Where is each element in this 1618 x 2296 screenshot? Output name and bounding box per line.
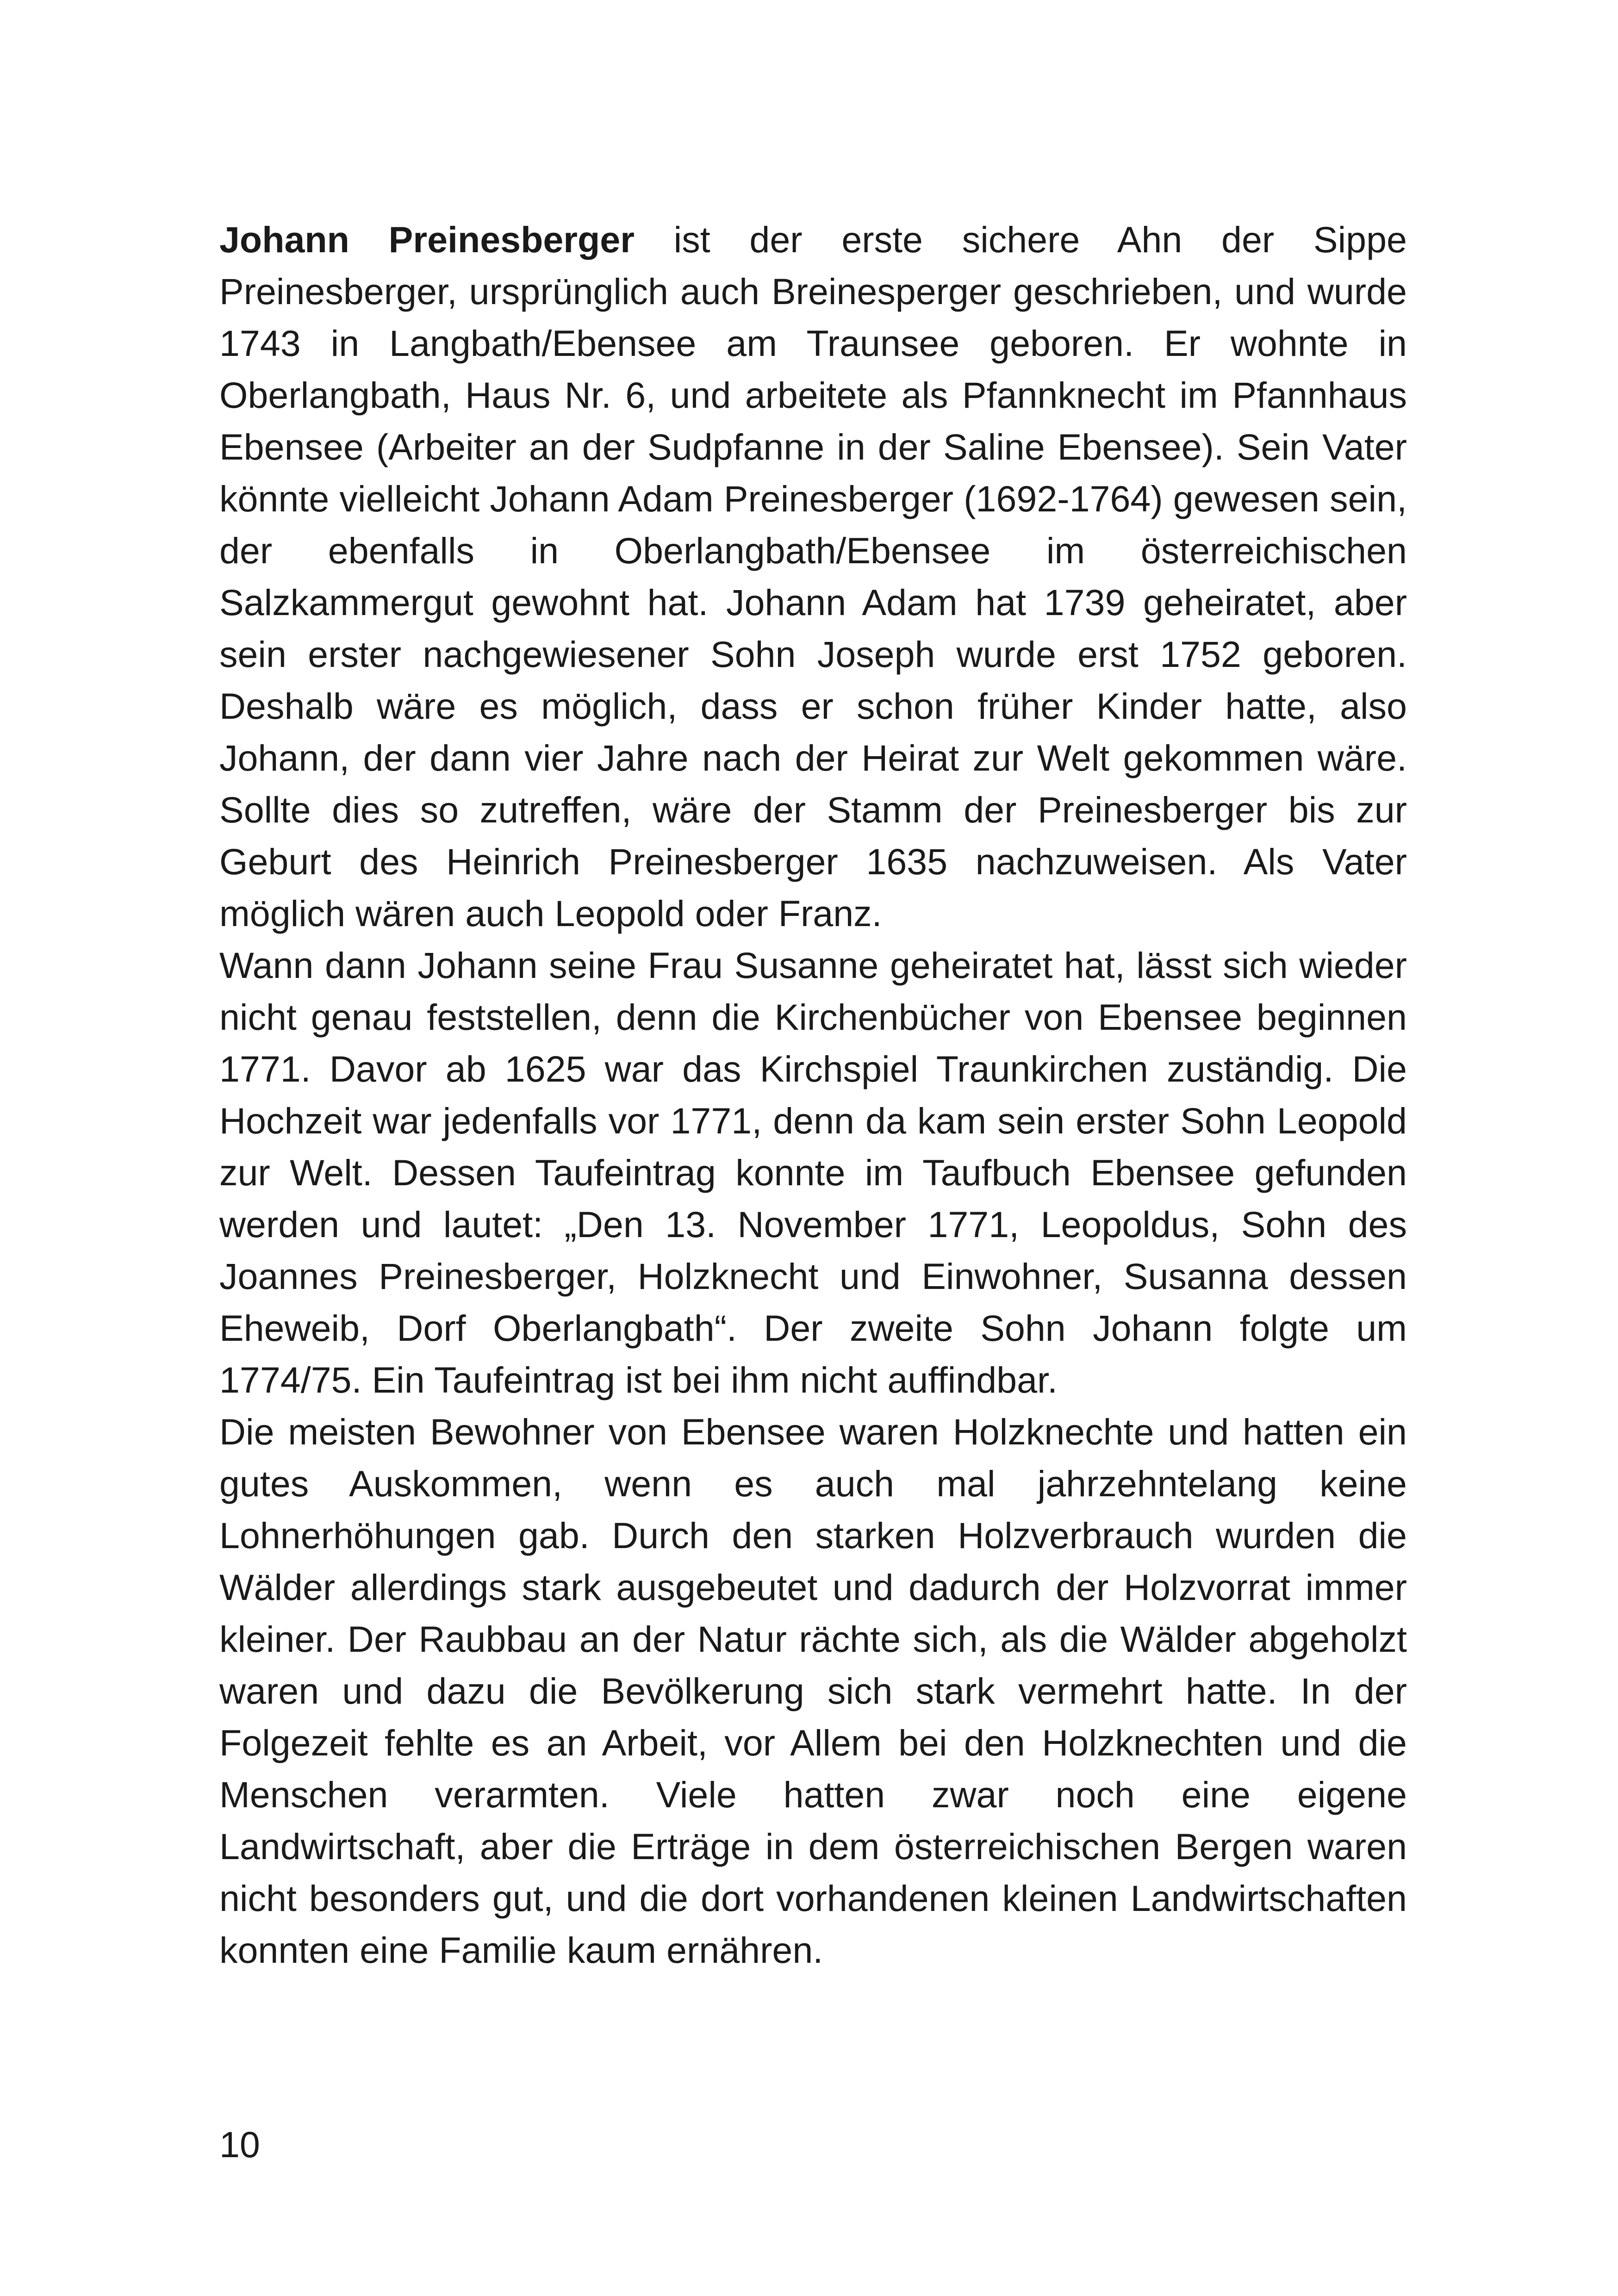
ancestor-name: Johann Preinesberger	[219, 219, 635, 260]
paragraph-1	[219, 214, 1407, 940]
paragraph-3: Die meisten Bewohner von Ebensee waren Holzknechte und hatten ein gutes Auskommen, wenn es auch mal jahrzehntelang keine Lohnerhöhungen gab. Durch den starken Holzverbrauch wurden die Wälder allerdings stark ausgebeutet und dadurch der Holzvorrat immer kleiner. Der Raubbau an der Natur rächte sich, als die Wälder abgeholzt waren und dazu die Bevölkerung sich stark vermehrt hatte. In der Folgezeit fehlte es an Arbeit, vor Allem bei den Holzknechten und die Menschen verarmten. Viele hatten zwar noch eine eigene Landwirtschaft, aber die Erträge in dem österreichischen Bergen waren nicht besonders gut, und die dort vorhandenen kleinen Landwirtschaften konnten eine Familie kaum ernähren.	[219, 1411, 1407, 1971]
paragraph-1-text: ist der erste sichere Ahn der Sippe Preinesberger, ursprünglich auch Breinesperger geschrieben, und wurde 1743 in Langbath/Ebensee am Traunsee geboren. Er wohnte in Oberlangbath, Haus Nr. 6, und arbeitete als Pfannknecht im Pfannhaus Ebensee (Arbeiter an der Sudpfanne in der Saline Ebensee). Sein Vater könnte vielleicht Johann Adam Preinesberger (1692-1764) gewesen sein, der ebenfalls in Oberlangbath/Ebensee im österreichischen Salzkammergut gewohnt hat. Johann Adam hat 1739 geheiratet, aber sein erster nachgewiesener Sohn Joseph wurde erst 1752 geboren. Deshalb wäre es möglich, dass er schon früher Kinder hatte, also Johann, der dann vier Jahre nach der Heirat zur Welt gekommen wäre. Sollte dies so zutreffen, wäre der Stamm der Preinesberger bis zur Geburt des Heinrich Preinesberger 1635 nachzuweisen. Als Vater möglich wären auch Leopold oder Franz.	[219, 219, 1407, 934]
page-number: 10	[219, 2124, 260, 2165]
paragraph-2: Wann dann Johann seine Frau Susanne geheiratet hat, lässt sich wieder nicht genau feststellen, denn die Kirchenbücher von Ebensee beginnen 1771. Davor ab 1625 war das Kirchspiel Traunkirchen zuständig. Die Hochzeit war jedenfalls vor 1771, denn da kam sein erster Sohn Leopold zur Welt. Dessen Taufeintrag konnte im Taufbuch Ebensee gefunden werden und lautet: „Den 13. November 1771, Leopoldus, Sohn des Joannes Preinesberger, Holzknecht und Einwohner, Susanna dessen Eheweib, Dorf Oberlangbath“. Der zweite Sohn Johann folgte um 1774/75. Ein Taufeintrag ist bei ihm nicht auffindbar.	[219, 945, 1407, 1400]
page-body	[219, 214, 1407, 1976]
